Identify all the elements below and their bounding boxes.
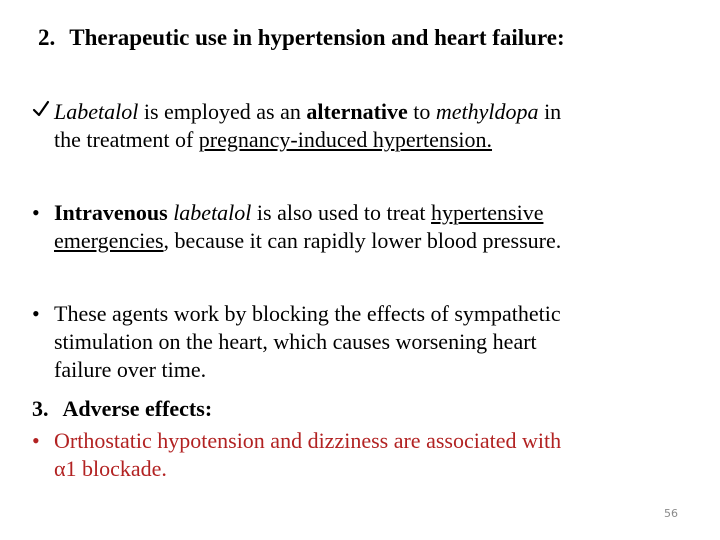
text-line: stimulation on the heart, which causes worsening heart [54, 329, 537, 354]
text-fragment: in [538, 99, 562, 124]
drug-methyldopa: methyldopa [435, 99, 539, 124]
text-fragment: to [407, 99, 436, 124]
heading-text: Therapeutic use in hypertension and heart failure: [69, 25, 565, 50]
underlined-word: hypertensive [431, 200, 544, 225]
check-icon [32, 98, 50, 127]
bullet-point-adverse [32, 427, 692, 483]
checkmark-point [32, 98, 692, 154]
bullet-icon: • [32, 200, 40, 225]
text-line: failure over time. [54, 357, 207, 382]
drug-labetalol: Labetalol [54, 99, 139, 124]
section-text: Adverse effects: [62, 396, 213, 421]
page-number: 56 [664, 507, 678, 520]
text-line: These agents work by blocking the effects of sympathetic [54, 301, 561, 326]
bullet-icon: • [32, 428, 40, 453]
emphasis-alternative: alternative [306, 99, 408, 124]
underlined-word: emergencies [54, 228, 164, 253]
section-number: 3. [32, 396, 49, 421]
text-fragment: the treatment of [54, 127, 199, 152]
text-fragment: is employed as an [138, 99, 307, 124]
underlined-phrase: pregnancy-induced hypertension. [198, 127, 493, 152]
bullet-point-mechanism [32, 300, 692, 384]
bullet-point-intravenous [32, 199, 692, 255]
bold-intravenous: Intravenous [54, 200, 168, 225]
text-line: α1 blockade. [54, 456, 167, 481]
heading-number: 2. [38, 25, 56, 50]
bullet-icon: • [32, 301, 40, 326]
section-heading [32, 396, 212, 422]
text-fragment: , because it can rapidly lower blood pressure. [163, 228, 562, 253]
slide-heading [38, 25, 565, 51]
drug-labetalol: labetalol [173, 200, 252, 225]
text-line: Orthostatic hypotension and dizziness are associated with [54, 428, 562, 453]
text-fragment: is also used to treat [251, 200, 432, 225]
